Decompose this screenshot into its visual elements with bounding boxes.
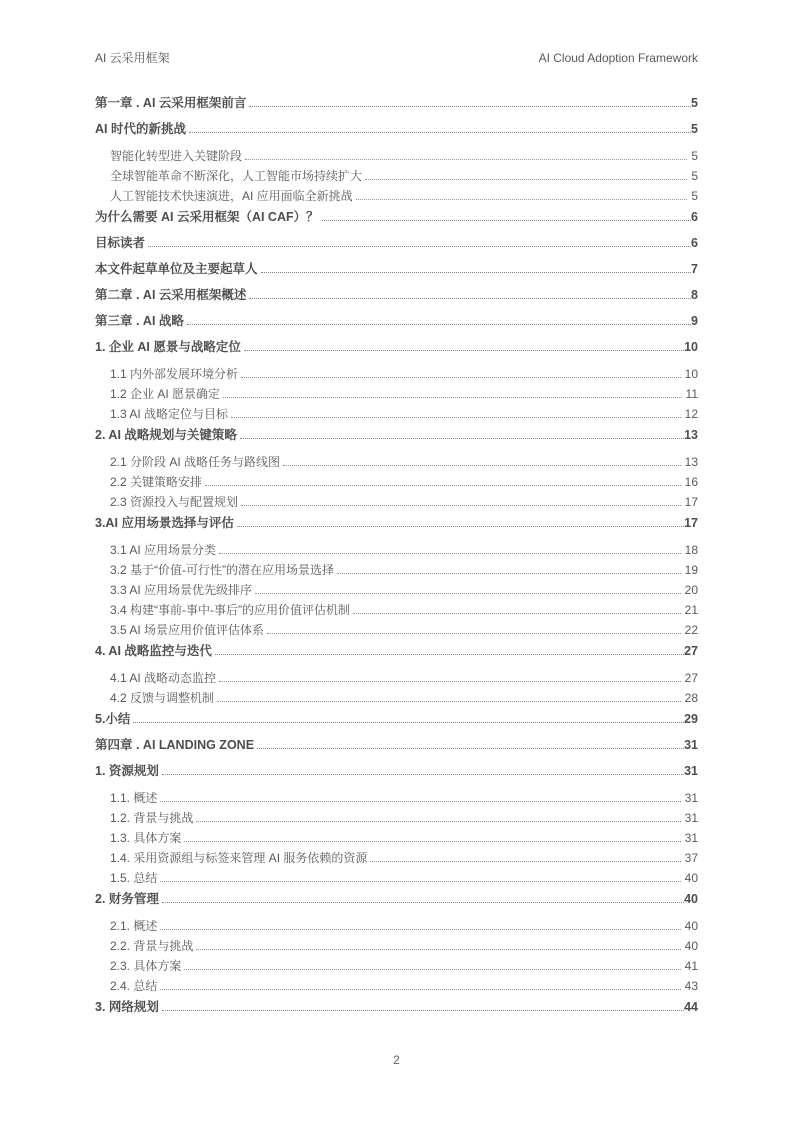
toc-entry-page: 6 [691,236,698,250]
toc-entry[interactable] [95,338,698,356]
toc-entry-label: 4.1 AI 战略动态监控 [110,671,217,685]
toc-entry-label: 2.2 关键策略安排 [110,475,203,489]
toc-entry[interactable] [95,472,698,492]
toc-entry[interactable] [95,384,698,404]
dot-leader [283,461,681,466]
toc-entry[interactable] [95,976,698,996]
toc-entry-label: 第三章 . AI 战略 [95,314,184,328]
toc-entry[interactable] [95,998,698,1016]
toc-entry[interactable] [95,208,698,226]
dot-leader [249,294,691,299]
dot-leader [337,569,681,574]
toc-entry[interactable] [95,94,698,112]
toc-entry-page: 5 [691,189,698,203]
dot-leader [148,242,691,247]
toc-entry-page: 29 [684,712,698,726]
toc-entry-page: 6 [691,210,698,224]
toc-entry[interactable] [95,956,698,976]
dot-leader [267,629,681,634]
toc-entry-label: 1.4. 采用资源组与标签来管理 AI 服务依赖的资源 [110,851,368,865]
toc-entry-page: 43 [684,979,698,993]
toc-entry-page: 13 [684,455,698,469]
toc-entry[interactable] [95,890,698,908]
dot-leader [240,434,684,439]
dot-leader [241,373,681,378]
toc-entry-page: 31 [684,791,698,805]
toc-entry-label: 1.2. 背景与挑战 [110,811,194,825]
toc-entry-label: 人工智能技术快速演进，AI 应用面临全新挑战 [110,189,353,203]
toc-entry-page: 20 [684,583,698,597]
dot-leader [215,650,684,655]
toc-entry-label: 1.1. 概述 [110,791,158,805]
toc-entry-page: 10 [684,367,698,381]
toc-entry-label: 3.4 构建“事前-事中-事后”的应用价值评估机制 [110,603,351,617]
dot-leader [160,877,680,882]
toc-entry-page: 5 [691,122,698,136]
toc-entry-label: 3. 网络规划 [95,1000,159,1014]
header-title-right: AI Cloud Adoption Framework [538,51,698,65]
toc-entry-label: 2.4. 总结 [110,979,158,993]
toc-entry[interactable] [95,492,698,512]
dot-leader [241,501,681,506]
dot-leader [160,985,680,990]
dot-leader [261,268,692,273]
toc-entry-label: 2.2. 背景与挑战 [110,939,194,953]
dot-leader [356,195,688,200]
toc-entry-label: 3.1 AI 应用场景分类 [110,543,217,557]
header-title-left: AI 云采用框架 [95,51,170,65]
page-footer [0,1053,793,1067]
toc-entry-page: 22 [684,623,698,637]
page-number: 2 [393,1053,400,1067]
toc-entry[interactable] [95,186,698,206]
toc-entry[interactable] [95,404,698,424]
dot-leader [365,175,687,180]
dot-leader [162,770,684,775]
toc-entry[interactable] [95,146,698,166]
dot-leader [231,413,681,418]
toc-entry-page: 27 [684,644,698,658]
toc-entry-page: 44 [684,1000,698,1014]
toc-entry-label: 4.2 反馈与调整机制 [110,691,215,705]
toc-entry-label: 1.3. 具体方案 [110,831,182,845]
toc-entry-page: 40 [684,871,698,885]
dot-leader [257,744,684,749]
toc-entry-page: 21 [684,603,698,617]
toc-entry-label: 2.3. 具体方案 [110,959,182,973]
toc-entry[interactable] [95,364,698,384]
toc-entry-page: 10 [684,340,698,354]
dot-leader [370,857,680,862]
toc-entry-page: 8 [691,288,698,302]
toc-entry-label: 为什么需要 AI 云采用框架（AI CAF）？ [95,210,319,224]
toc-entry[interactable] [95,312,698,330]
toc-entry-page: 9 [691,314,698,328]
dot-leader [249,102,691,107]
toc-entry-page: 12 [684,407,698,421]
toc-entry[interactable] [95,514,698,532]
toc-entry-page: 19 [684,563,698,577]
toc-entry-label: 本文件起草单位及主要起草人 [95,262,258,276]
toc-entry[interactable] [95,642,698,660]
toc-entry-page: 11 [685,387,698,401]
toc-entry[interactable] [95,688,698,708]
dot-leader [196,945,680,950]
toc-entry-label: 1.5. 总结 [110,871,158,885]
dot-leader [217,697,681,702]
toc-entry-label: 智能化转型进入关键阶段 [110,149,243,163]
toc-entry-page: 37 [684,851,698,865]
toc-entry[interactable] [95,788,698,808]
toc-entry-label: 第一章 . AI 云采用框架前言 [95,96,247,110]
dot-leader [162,898,684,903]
toc-entry-label: 1. 企业 AI 愿景与战略定位 [95,340,241,354]
dot-leader [245,155,687,160]
toc-entry-page: 31 [684,811,698,825]
toc-entry-label: 全球智能革命不断深化，人工智能市场持续扩大 [110,169,363,183]
dot-leader [133,718,684,723]
toc-entry[interactable] [95,120,698,138]
toc-entry-label: 1.2 企业 AI 愿景确定 [110,387,221,401]
dot-leader [189,128,691,133]
dot-leader [160,925,680,930]
toc-entry-page: 5 [691,96,698,110]
dot-leader [160,797,680,802]
dot-leader [223,393,682,398]
toc-entry-label: 2.1. 概述 [110,919,158,933]
dot-leader [196,817,680,822]
toc-entry-page: 31 [684,831,698,845]
dot-leader [162,1006,684,1011]
toc-entry-page: 31 [684,764,698,778]
dot-leader [353,609,681,614]
toc-entry-label: 4. AI 战略监控与迭代 [95,644,212,658]
dot-leader [219,677,681,682]
toc-entry-label: AI 时代的新挑战 [95,122,186,136]
toc-entry[interactable] [95,234,698,252]
dot-leader [184,837,680,842]
toc-entry-page: 31 [684,738,698,752]
toc-entry[interactable] [95,560,698,580]
toc-entry-label: 5.小结 [95,712,131,726]
dot-leader [184,965,680,970]
toc-entry-page: 7 [691,262,698,276]
toc-entry-page: 40 [684,939,698,953]
toc-entry-label: 3.2 基于“价值-可行性”的潜在应用场景选择 [110,563,335,577]
toc-entry-label: 目标读者 [95,236,146,250]
toc-entry[interactable] [95,260,698,278]
toc-entry-page: 27 [684,671,698,685]
toc-entry[interactable] [95,916,698,936]
toc-entry-label: 第四章 . AI LANDING ZONE [95,738,255,752]
toc-entry[interactable] [95,620,698,640]
toc-entry-label: 1.3 AI 战略定位与目标 [110,407,229,421]
toc-entry[interactable] [95,600,698,620]
toc-entry-page: 13 [684,428,698,442]
dot-leader [187,320,691,325]
toc-entry[interactable] [95,868,698,888]
toc-entry-label: 1. 资源规划 [95,764,159,778]
toc-entry-label: 第二章 . AI 云采用框架概述 [95,288,247,302]
toc-entry-page: 40 [684,892,698,906]
toc-entry-page: 5 [691,169,698,183]
toc-entry-page: 40 [684,919,698,933]
toc-entry[interactable] [95,710,698,728]
toc-entry-label: 3.3 AI 应用场景优先级排序 [110,583,253,597]
toc-entry-page: 16 [684,475,698,489]
dot-leader [255,589,681,594]
dot-leader [237,522,684,527]
toc-entry-page: 5 [691,149,698,163]
toc-entry-page: 28 [684,691,698,705]
page-header [95,49,698,66]
toc-entry-page: 17 [684,516,698,530]
toc-entry[interactable] [95,452,698,472]
toc-entry-page: 41 [684,959,698,973]
toc-entry[interactable] [95,828,698,848]
toc-entry[interactable] [95,762,698,780]
dot-leader [219,549,681,554]
toc-entry-label: 2.3 资源投入与配置规划 [110,495,239,509]
dot-leader [205,481,681,486]
toc-entry[interactable] [95,286,698,304]
toc-entry[interactable] [95,808,698,828]
toc-entry[interactable] [95,426,698,444]
toc-entry-label: 3.AI 应用场景选择与评估 [95,516,234,530]
toc-entry[interactable] [95,736,698,754]
toc-entry[interactable] [95,668,698,688]
toc-entry[interactable] [95,580,698,600]
toc-entry[interactable] [95,936,698,956]
toc-entry-label: 1.1 内外部发展环境分析 [110,367,239,381]
dot-leader [322,216,691,221]
toc-entry-label: 2. 财务管理 [95,892,159,906]
dot-leader [244,346,684,351]
toc-entry[interactable] [95,540,698,560]
toc-entry-label: 3.5 AI 场景应用价值评估体系 [110,623,265,637]
toc-entry[interactable] [95,166,698,186]
toc-list [95,94,698,1016]
toc-entry-page: 17 [684,495,698,509]
toc-entry-label: 2. AI 战略规划与关键策略 [95,428,237,442]
toc-entry-label: 2.1 分阶段 AI 战略任务与路线图 [110,455,281,469]
toc-entry[interactable] [95,848,698,868]
toc-entry-page: 18 [684,543,698,557]
